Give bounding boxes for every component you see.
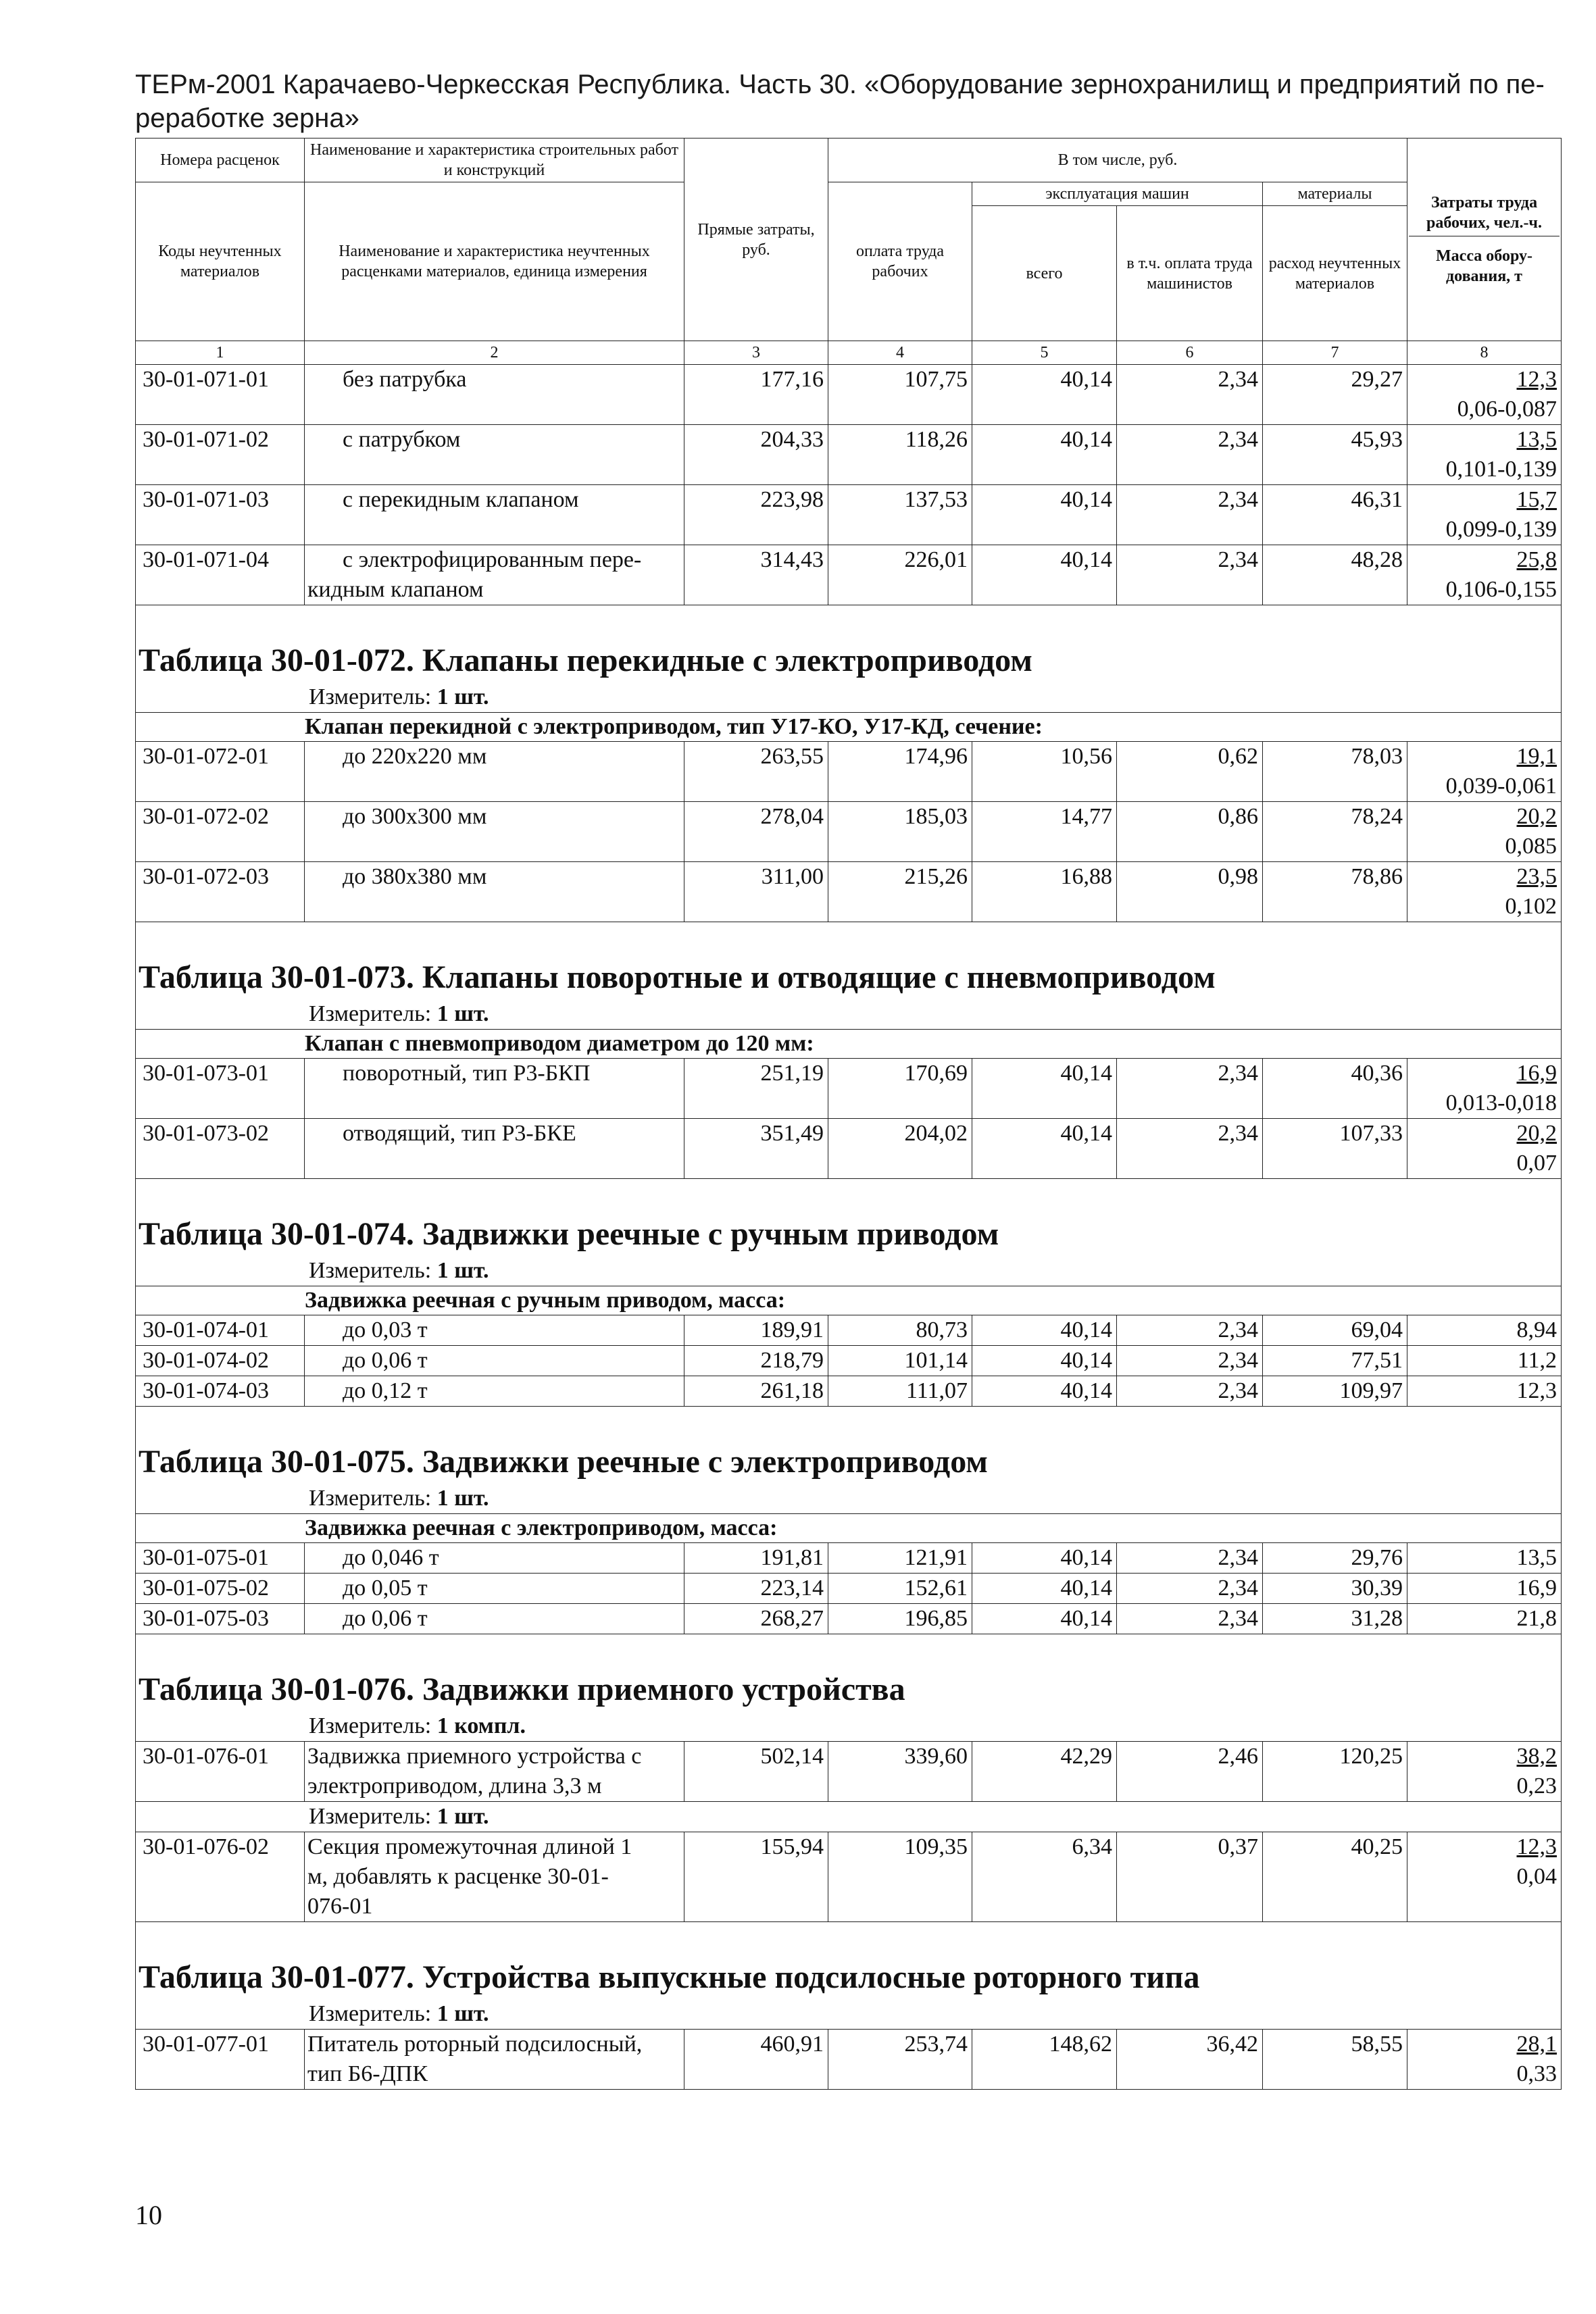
rate-code: 30-01-071-02 (136, 425, 305, 485)
labor-mass (1407, 862, 1562, 922)
rate-name-line-3: 076-01 (307, 1894, 373, 1919)
header-nomera: Номера расценок (136, 139, 305, 182)
rate-code: 30-01-071-03 (136, 485, 305, 545)
machinist-pay: 2,34 (1117, 1543, 1263, 1574)
labor-hours: 20,2 (1516, 804, 1557, 829)
machine-total: 40,14 (972, 1315, 1117, 1346)
rate-code: 30-01-072-01 (136, 742, 305, 802)
table-073-group: Клапан с пневмоприводом диаметром до 120 мм: (136, 1030, 1562, 1059)
rates-table (135, 138, 1562, 2090)
materials: 29,27 (1263, 365, 1407, 425)
machine-total: 40,14 (972, 1346, 1117, 1376)
machinist-pay: 2,34 (1117, 1059, 1263, 1119)
direct-costs: 218,79 (684, 1346, 828, 1376)
direct-costs: 263,55 (684, 742, 828, 802)
machinist-pay: 0,62 (1117, 742, 1263, 802)
table-row (136, 485, 1562, 545)
materials: 107,33 (1263, 1119, 1407, 1179)
rate-code: 30-01-073-02 (136, 1119, 305, 1179)
col-num: 8 (1407, 341, 1562, 365)
rate-code: 30-01-077-01 (136, 2030, 305, 2090)
machinist-pay: 0,98 (1117, 862, 1263, 922)
col-num: 5 (972, 341, 1117, 365)
rate-code: 30-01-071-04 (136, 545, 305, 605)
meter-label: Измеритель: (309, 1804, 432, 1829)
rate-code: 30-01-074-03 (136, 1376, 305, 1407)
labor-pay: 204,02 (828, 1119, 972, 1179)
machinist-pay: 0,86 (1117, 802, 1263, 862)
rate-name: без патрубка (305, 365, 684, 425)
rate-code: 30-01-075-01 (136, 1543, 305, 1574)
machinist-pay: 0,37 (1117, 1832, 1263, 1922)
rate-name-line-1: Секция промежуточная длиной 1 (307, 1834, 632, 1859)
direct-costs: 502,14 (684, 1742, 828, 1802)
materials: 58,55 (1263, 2030, 1407, 2090)
equipment-mass: 0,101-0,139 (1445, 457, 1557, 482)
rate-code: 30-01-072-03 (136, 862, 305, 922)
labor-pay: 226,01 (828, 545, 972, 605)
labor-hours: 16,9 (1516, 1061, 1557, 1086)
table-row (136, 545, 1562, 605)
table-072-title: Таблица 30-01-072. Клапаны перекидные с электроприводом (136, 636, 1562, 682)
direct-costs: 251,19 (684, 1059, 828, 1119)
table-row (136, 802, 1562, 862)
table-row (136, 1604, 1562, 1634)
labor-pay: 170,69 (828, 1059, 972, 1119)
labor-hours: 38,2 (1516, 1744, 1557, 1769)
labor-hours: 23,5 (1516, 864, 1557, 889)
col-num: 6 (1117, 341, 1263, 365)
machine-total: 40,14 (972, 1574, 1117, 1604)
rate-name: до 0,03 т (305, 1315, 684, 1346)
equipment-mass: 0,039-0,061 (1445, 774, 1557, 799)
rate-name-line-2: электроприводом, длина 3,3 м (307, 1774, 602, 1799)
table-row (136, 2030, 1562, 2090)
table-row (136, 1543, 1562, 1574)
rate-name: до 0,12 т (305, 1376, 684, 1407)
meter-value: 1 шт. (437, 684, 489, 709)
labor-pay: 174,96 (828, 742, 972, 802)
document-title (135, 68, 1561, 135)
direct-costs: 189,91 (684, 1315, 828, 1346)
rate-code: 30-01-076-01 (136, 1742, 305, 1802)
machine-total: 16,88 (972, 862, 1117, 922)
table-body (136, 365, 1562, 2090)
col-num: 3 (684, 341, 828, 365)
labor-hours: 12,3 (1407, 1376, 1562, 1407)
rate-name: отводящий, тип Р3-БКЕ (305, 1119, 684, 1179)
table-076-meter-2 (136, 1802, 1562, 1832)
direct-costs: 223,14 (684, 1574, 828, 1604)
machine-total: 14,77 (972, 802, 1117, 862)
labor-mass (1407, 1119, 1562, 1179)
meter-value: 1 шт. (437, 1486, 489, 1511)
table-076-title: Таблица 30-01-076. Задвижки приемного устройства (136, 1665, 1562, 1711)
labor-mass (1407, 485, 1562, 545)
machine-total: 40,14 (972, 1059, 1117, 1119)
materials: 40,25 (1263, 1832, 1407, 1922)
labor-hours: 20,2 (1516, 1121, 1557, 1146)
direct-costs: 261,18 (684, 1376, 828, 1407)
machinist-pay: 2,34 (1117, 1574, 1263, 1604)
labor-mass (1407, 545, 1562, 605)
labor-pay: 121,91 (828, 1543, 972, 1574)
table-row (136, 742, 1562, 802)
materials: 29,76 (1263, 1543, 1407, 1574)
header-v-tom-chisle: В том числе, руб. (828, 139, 1407, 182)
labor-pay: 80,73 (828, 1315, 972, 1346)
labor-pay: 111,07 (828, 1376, 972, 1407)
table-074-meter (136, 1256, 1562, 1286)
table-row (136, 1832, 1562, 1922)
direct-costs: 155,94 (684, 1832, 828, 1922)
materials: 69,04 (1263, 1315, 1407, 1346)
rate-name-line-2: тип Б6-ДПК (307, 2061, 428, 2086)
labor-pay: 137,53 (828, 485, 972, 545)
header-pryamye: Прямые затраты, руб. (684, 139, 828, 341)
rate-name: до 0,046 т (305, 1543, 684, 1574)
meter-label: Измеритель: (309, 1258, 432, 1283)
rate-name: до 0,06 т (305, 1346, 684, 1376)
materials: 77,51 (1263, 1346, 1407, 1376)
table-073-meter (136, 999, 1562, 1030)
rate-name: до 220х220 мм (305, 742, 684, 802)
equipment-mass: 0,102 (1505, 894, 1557, 919)
header-oplata-mash: в т.ч. оплата труда машинистов (1117, 206, 1263, 341)
labor-pay: 215,26 (828, 862, 972, 922)
rate-code: 30-01-074-02 (136, 1346, 305, 1376)
labor-pay: 339,60 (828, 1742, 972, 1802)
labor-hours: 13,5 (1516, 427, 1557, 452)
machine-total: 10,56 (972, 742, 1117, 802)
labor-pay: 253,74 (828, 2030, 972, 2090)
labor-pay: 152,61 (828, 1574, 972, 1604)
labor-mass (1407, 1832, 1562, 1922)
rate-name: до 0,06 т (305, 1604, 684, 1634)
header-ekspl: эксплуатация машин (972, 182, 1263, 206)
labor-hours: 16,9 (1407, 1574, 1562, 1604)
machine-total: 42,29 (972, 1742, 1117, 1802)
labor-mass (1407, 742, 1562, 802)
labor-hours: 25,8 (1516, 547, 1557, 572)
machine-total: 40,14 (972, 425, 1117, 485)
direct-costs: 204,33 (684, 425, 828, 485)
rate-name: до 380х380 мм (305, 862, 684, 922)
table-row (136, 1346, 1562, 1376)
machinist-pay: 2,34 (1117, 365, 1263, 425)
equipment-mass: 0,07 (1516, 1151, 1557, 1176)
rate-name: с перекидным клапаном (305, 485, 684, 545)
header-vsego: всего (972, 206, 1117, 341)
machine-total: 40,14 (972, 365, 1117, 425)
materials: 40,36 (1263, 1059, 1407, 1119)
equipment-mass: 0,04 (1516, 1864, 1557, 1889)
table-072-group: Клапан перекидной с электроприводом, тип У17-КО, У17-КД, сечение: (136, 713, 1562, 742)
equipment-mass: 0,085 (1505, 834, 1557, 859)
rate-name (305, 1742, 684, 1802)
header-oplata-rab: оплата труда рабочих (828, 182, 972, 341)
section-spacer (136, 1179, 1562, 1211)
meter-label: Измеритель: (309, 1486, 432, 1511)
machinist-pay: 2,34 (1117, 425, 1263, 485)
rate-code: 30-01-071-01 (136, 365, 305, 425)
table-header (136, 139, 1562, 365)
labor-hours: 11,2 (1407, 1346, 1562, 1376)
labor-hours: 12,3 (1516, 367, 1557, 392)
rate-name: до 0,05 т (305, 1574, 684, 1604)
table-076-meter-1 (136, 1711, 1562, 1742)
table-073-title: Таблица 30-01-073. Клапаны поворотные и отводящие с пневмоприводом (136, 953, 1562, 999)
labor-pay: 185,03 (828, 802, 972, 862)
table-row (136, 1376, 1562, 1407)
meter-value: 1 шт. (437, 1804, 489, 1829)
labor-pay: 196,85 (828, 1604, 972, 1634)
meter-label: Измеритель: (309, 684, 432, 709)
document-title-line-1: ТЕРм-2001 Карачаево-Черкесская Республика. Часть 30. «Оборудование зернохранилищ и предприятий по пе- (135, 70, 1545, 99)
machinist-pay: 2,34 (1117, 1604, 1263, 1634)
machinist-pay: 2,34 (1117, 1376, 1263, 1407)
table-074-title: Таблица 30-01-074. Задвижки реечные с ручным приводом (136, 1210, 1562, 1256)
rate-name (305, 545, 684, 605)
rate-name: с патрубком (305, 425, 684, 485)
table-072-meter (136, 682, 1562, 713)
table-row (136, 1574, 1562, 1604)
header-massa: Масса обору-дования, т (1436, 247, 1532, 285)
materials: 120,25 (1263, 1742, 1407, 1802)
table-row (136, 1059, 1562, 1119)
table-075-meter (136, 1484, 1562, 1514)
col-num: 1 (136, 341, 305, 365)
equipment-mass: 0,33 (1516, 2061, 1557, 2086)
machine-total: 6,34 (972, 1832, 1117, 1922)
machinist-pay: 2,34 (1117, 545, 1263, 605)
labor-pay: 109,35 (828, 1832, 972, 1922)
section-spacer (136, 922, 1562, 954)
col-num: 7 (1263, 341, 1407, 365)
materials: 48,28 (1263, 545, 1407, 605)
materials: 78,03 (1263, 742, 1407, 802)
machinist-pay: 2,34 (1117, 485, 1263, 545)
table-row (136, 365, 1562, 425)
labor-pay: 107,75 (828, 365, 972, 425)
rate-name-line-1: Задвижка приемного устройства с (307, 1744, 642, 1769)
col-num: 4 (828, 341, 972, 365)
section-spacer (136, 1634, 1562, 1666)
machinist-pay: 2,34 (1117, 1346, 1263, 1376)
header-rashod: расход неучтенных материалов (1263, 206, 1407, 341)
table-075-group: Задвижка реечная с электроприводом, масса: (136, 1514, 1562, 1543)
meter-value: 1 шт. (437, 2001, 489, 2026)
equipment-mass: 0,013-0,018 (1445, 1090, 1557, 1115)
direct-costs: 223,98 (684, 485, 828, 545)
materials: 78,86 (1263, 862, 1407, 922)
direct-costs: 460,91 (684, 2030, 828, 2090)
materials: 78,24 (1263, 802, 1407, 862)
labor-hours: 28,1 (1516, 2032, 1557, 2057)
direct-costs: 177,16 (684, 365, 828, 425)
labor-mass (1407, 425, 1562, 485)
header-kody: Коды неучтенных материалов (136, 182, 305, 341)
labor-mass (1407, 802, 1562, 862)
machine-total: 40,14 (972, 485, 1117, 545)
section-spacer (136, 605, 1562, 637)
header-naim1: Наименование и характеристика строительных работ и конструкций (305, 139, 684, 182)
header-zatraty: Затраты труда рабочих, чел.-ч. (1409, 193, 1560, 236)
meter-value: 1 шт. (437, 1258, 489, 1283)
rate-code: 30-01-073-01 (136, 1059, 305, 1119)
rate-name (305, 2030, 684, 2090)
labor-hours: 12,3 (1516, 1834, 1557, 1859)
labor-mass (1407, 1742, 1562, 1802)
rate-name: до 300х300 мм (305, 802, 684, 862)
meter-value: 1 компл. (437, 1713, 526, 1738)
equipment-mass: 0,06-0,087 (1457, 397, 1557, 422)
header-zatraty-massa (1407, 139, 1562, 341)
section-spacer (136, 1407, 1562, 1438)
labor-mass (1407, 2030, 1562, 2090)
rate-code: 30-01-072-02 (136, 802, 305, 862)
rate-name-line-2: кидным клапаном (307, 577, 484, 602)
machinist-pay: 2,34 (1117, 1119, 1263, 1179)
machinist-pay: 36,42 (1117, 2030, 1263, 2090)
machine-total: 148,62 (972, 2030, 1117, 2090)
machine-total: 40,14 (972, 1119, 1117, 1179)
machine-total: 40,14 (972, 545, 1117, 605)
direct-costs: 351,49 (684, 1119, 828, 1179)
table-077-title: Таблица 30-01-077. Устройства выпускные подсилосные роторного типа (136, 1953, 1562, 1999)
materials: 45,93 (1263, 425, 1407, 485)
table-077-meter (136, 1999, 1562, 2030)
section-spacer (136, 1922, 1562, 1954)
equipment-mass: 0,23 (1516, 1774, 1557, 1799)
labor-hours: 21,8 (1407, 1604, 1562, 1634)
header-naim2: Наименование и характеристика неучтенных расценками материалов, единица измерения (305, 182, 684, 341)
labor-hours: 8,94 (1407, 1315, 1562, 1346)
meter-label: Измеритель: (309, 1713, 432, 1738)
page-number: 10 (135, 2200, 162, 2230)
rate-code: 30-01-076-02 (136, 1832, 305, 1922)
rate-code: 30-01-075-03 (136, 1604, 305, 1634)
document-page (135, 68, 1561, 2090)
rate-name-line-1: с электрофицированным пере- (343, 547, 642, 572)
machine-total: 40,14 (972, 1543, 1117, 1574)
labor-pay: 101,14 (828, 1346, 972, 1376)
machinist-pay: 2,34 (1117, 1315, 1263, 1346)
rate-code: 30-01-074-01 (136, 1315, 305, 1346)
equipment-mass: 0,099-0,139 (1445, 517, 1557, 542)
meter-value: 1 шт. (437, 1001, 489, 1026)
materials: 109,97 (1263, 1376, 1407, 1407)
direct-costs: 191,81 (684, 1543, 828, 1574)
labor-mass (1407, 1059, 1562, 1119)
materials: 31,28 (1263, 1604, 1407, 1634)
machine-total: 40,14 (972, 1376, 1117, 1407)
materials: 46,31 (1263, 485, 1407, 545)
rate-name-line-1: Питатель роторный подсилосный, (307, 2032, 643, 2057)
table-row (136, 425, 1562, 485)
labor-pay: 118,26 (828, 425, 972, 485)
table-row (136, 1315, 1562, 1346)
labor-hours: 15,7 (1516, 487, 1557, 512)
materials: 30,39 (1263, 1574, 1407, 1604)
labor-mass (1407, 365, 1562, 425)
rate-code: 30-01-075-02 (136, 1574, 305, 1604)
rate-name (305, 1832, 684, 1922)
direct-costs: 268,27 (684, 1604, 828, 1634)
machine-total: 40,14 (972, 1604, 1117, 1634)
header-materialy: материалы (1263, 182, 1407, 206)
meter-label: Измеритель: (309, 2001, 432, 2026)
col-num: 2 (305, 341, 684, 365)
equipment-mass: 0,106-0,155 (1445, 577, 1557, 602)
table-row (136, 1742, 1562, 1802)
table-row (136, 862, 1562, 922)
meter-label: Измеритель: (309, 1001, 432, 1026)
machinist-pay: 2,46 (1117, 1742, 1263, 1802)
table-row (136, 1119, 1562, 1179)
direct-costs: 314,43 (684, 545, 828, 605)
direct-costs: 278,04 (684, 802, 828, 862)
rate-name: поворотный, тип Р3-БКП (305, 1059, 684, 1119)
table-074-group: Задвижка реечная с ручным приводом, масса: (136, 1286, 1562, 1315)
labor-hours: 13,5 (1407, 1543, 1562, 1574)
column-numbers-row (136, 341, 1562, 365)
document-title-line-2: реработке зерна» (135, 103, 359, 133)
table-075-title: Таблица 30-01-075. Задвижки реечные с электроприводом (136, 1438, 1562, 1484)
labor-hours: 19,1 (1516, 744, 1557, 769)
rate-name-line-2: м, добавлять к расценке 30-01- (307, 1864, 609, 1889)
direct-costs: 311,00 (684, 862, 828, 922)
